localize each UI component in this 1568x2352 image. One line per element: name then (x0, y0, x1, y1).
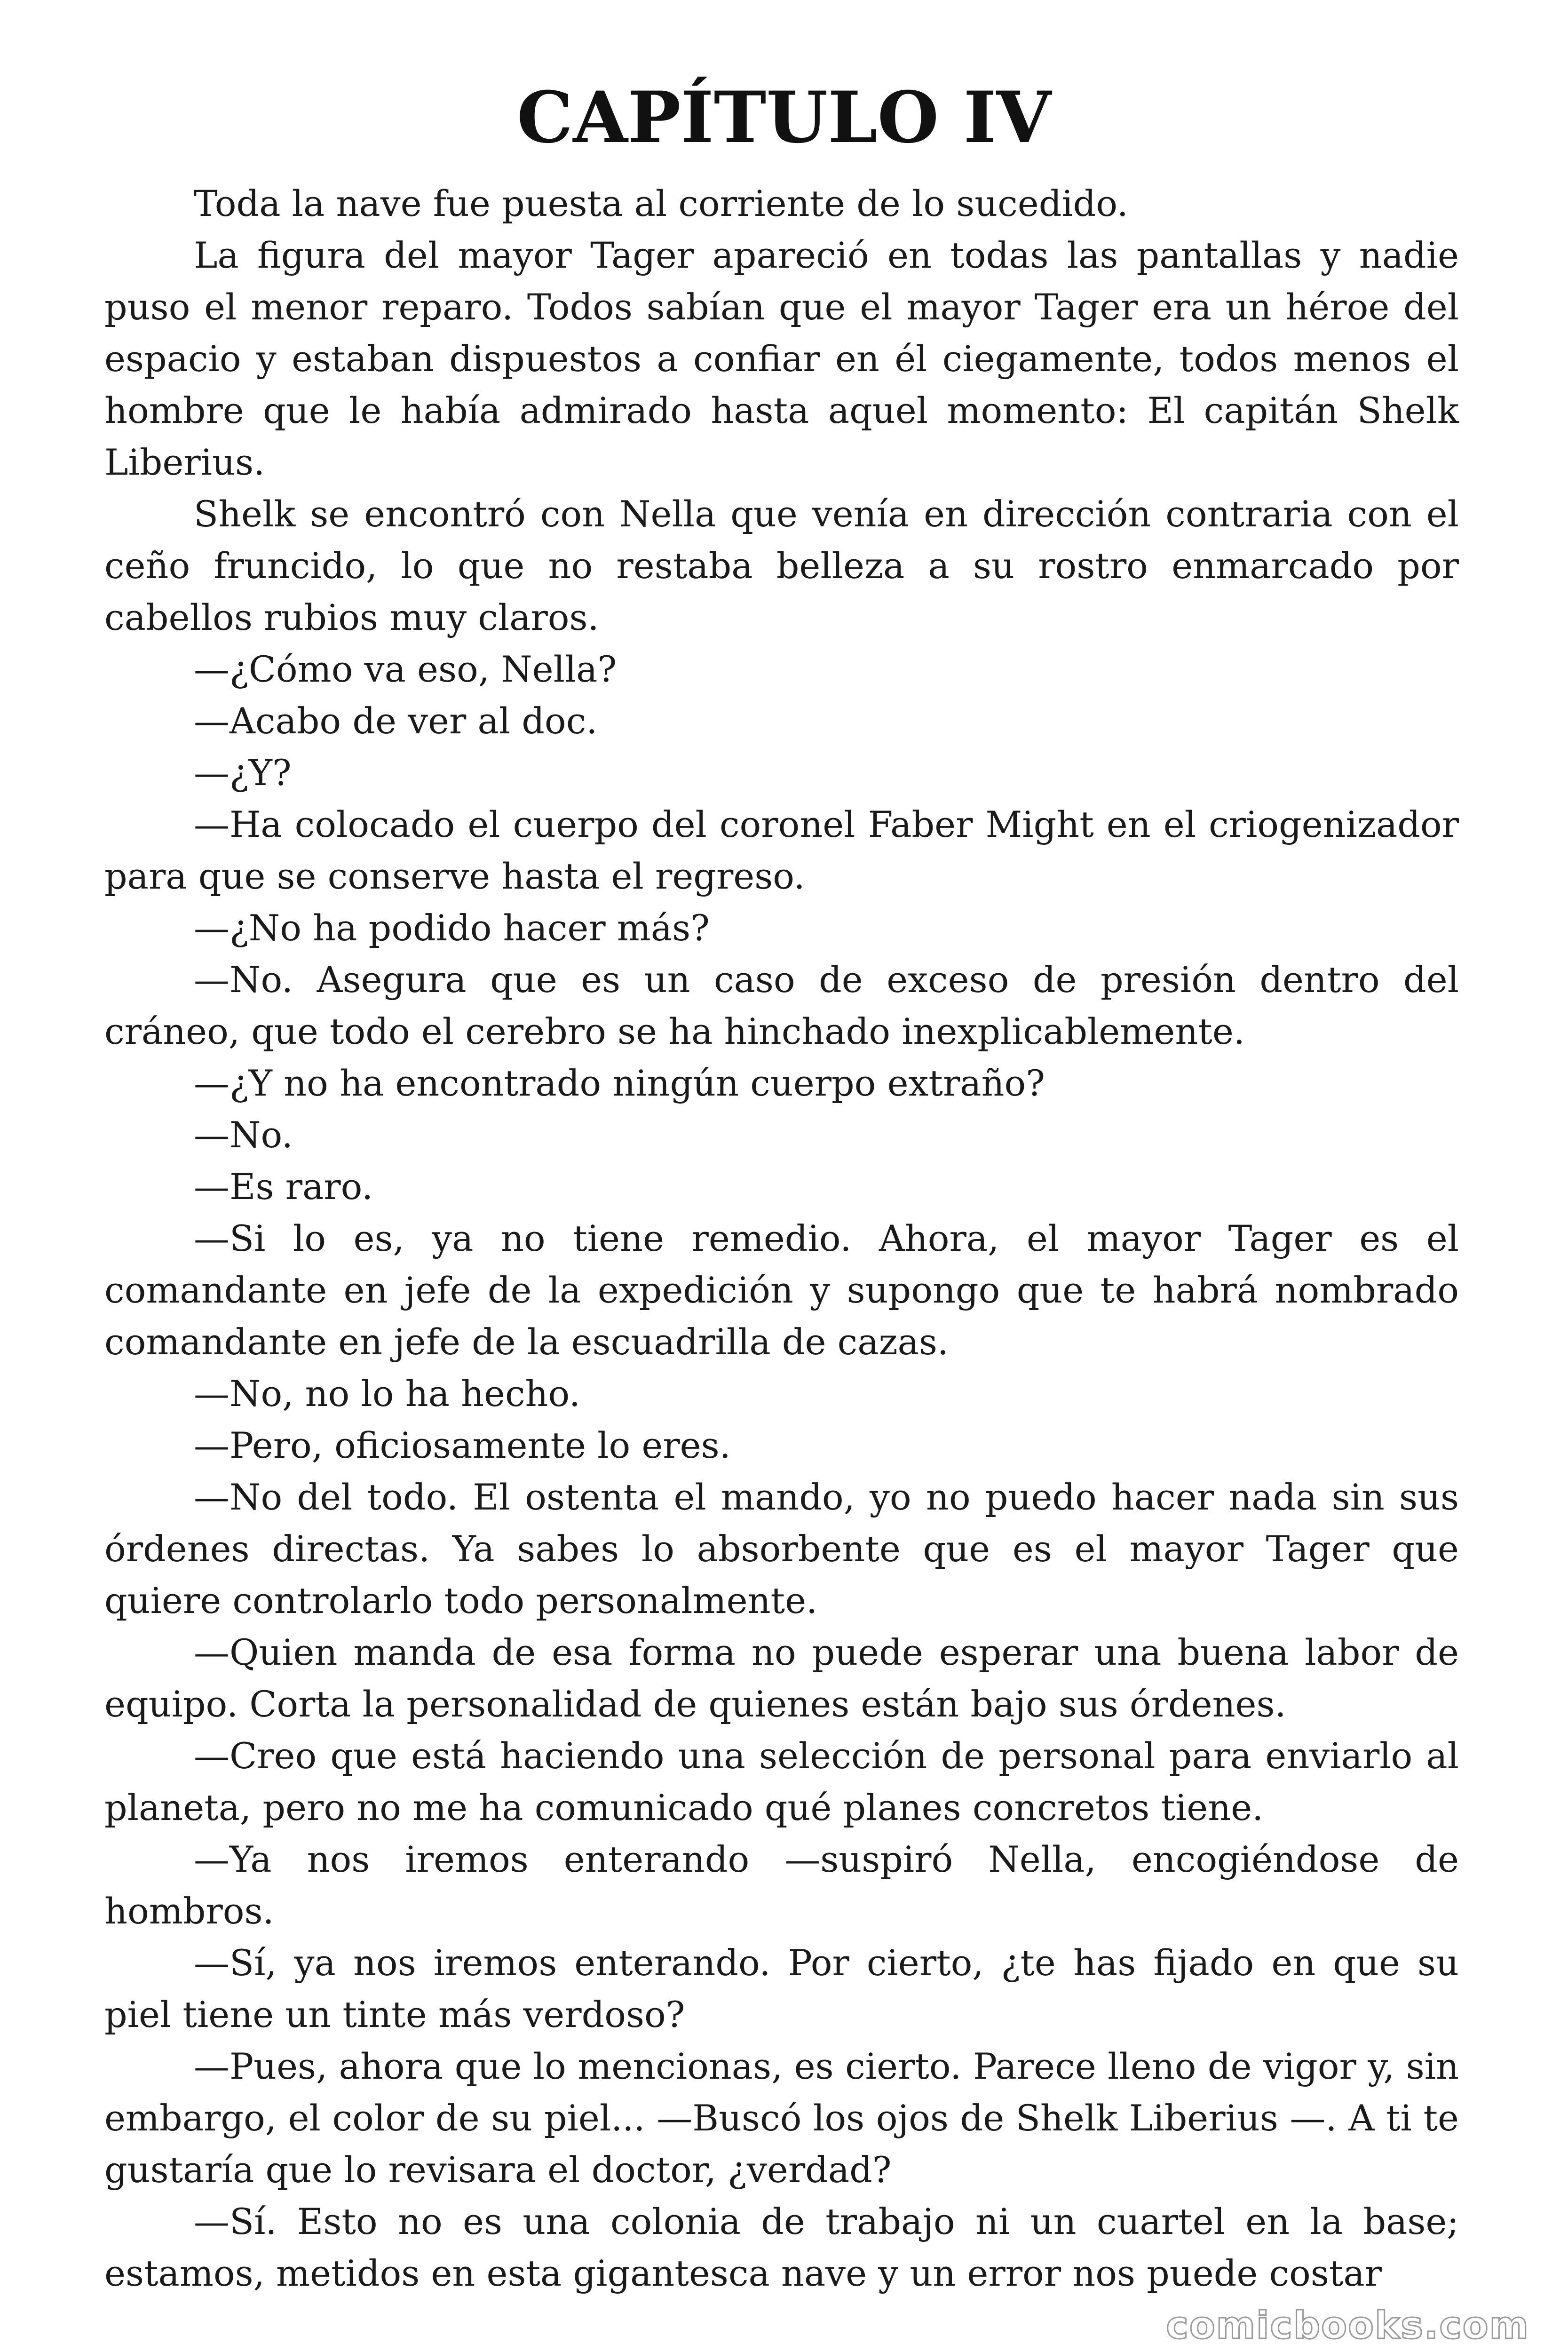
dialogue-line: —Sí. Esto no es una colonia de trabajo ni un cuartel en la base; estamos, metidos en esta gigantesca nave y un error nos puede costar (104, 2201, 1459, 2294)
dialogue-line: —Creo que está haciendo una selección de personal para enviarlo al planeta, pero no me ha comunicado qué planes concretos tiene. (104, 1735, 1459, 1828)
dialogue-line: —Es raro. (194, 1166, 373, 1208)
dialogue-line: —Si lo es, ya no tiene remedio. Ahora, el mayor Tager es el comandante en jefe de la expedición y supongo que te habrá nombrado comandante en jefe de la escuadrilla de cazas. (104, 1217, 1459, 1363)
paragraph: La figura del mayor Tager apareció en todas las pantallas y nadie puso el menor reparo. Todos sabían que el mayor Tager era un héroe del espacio y estaban dispuestos a confiar en él ciegamente, todos menos el hombre que le había admirado hasta aquel momento: El capitán Shelk Liberius. (104, 234, 1459, 483)
dialogue-line: —¿Y? (194, 752, 292, 794)
dialogue-line: —No del todo. El ostenta el mando, yo no puedo hacer nada sin sus órdenes directas. Ya sabes lo absorbente que es el mayor Tager que quiere controlarlo todo personalmente. (104, 1476, 1459, 1621)
dialogue-line: —Quien manda de esa forma no puede esperar una buena labor de equipo. Corta la personalidad de quienes están bajo sus órdenes. (104, 1631, 1459, 1725)
dialogue-line: —Pues, ahora que lo mencionas, es cierto. Parece lleno de vigor y, sin embargo, el color de su piel... —Buscó los ojos de Shelk Liberius —. A ti te gustaría que lo revisara el doctor, ¿verdad? (104, 2045, 1459, 2191)
dialogue-line: —¿Cómo va eso, Nella? (194, 648, 617, 690)
dialogue-line: —Ha colocado el cuerpo del coronel Faber Might en el criogenizador para que se conserve hasta el regreso. (104, 803, 1459, 897)
dialogue-line: —Sí, ya nos iremos enterando. Por cierto, ¿te has fijado en que su piel tiene un tinte más verdoso? (104, 1942, 1459, 2035)
dialogue-line: —Pero, oficiosamente lo eres. (194, 1424, 731, 1466)
chapter-title: CAPÍTULO IV (516, 76, 1052, 159)
dialogue-line: —No. (194, 1114, 293, 1156)
dialogue-line: —No. Asegura que es un caso de exceso de presión dentro del cráneo, que todo el cerebro se ha hinchado inexplicablemente. (104, 959, 1459, 1052)
watermark-logo: comicbooks.com (1160, 2304, 1535, 2347)
paragraph: Shelk se encontró con Nella que venía en dirección contraria con el ceño fruncido, lo que no restaba belleza a su rostro enmarcado por cabellos rubios muy claros. (104, 493, 1459, 638)
dialogue-line: —Acabo de ver al doc. (194, 700, 598, 742)
chapter-body (104, 178, 1459, 2299)
paragraph: Toda la nave fue puesta al corriente de lo sucedido. (194, 183, 1128, 224)
dialogue-line: —Ya nos iremos enterando —suspiró Nella, encogiéndose de hombros. (104, 1838, 1459, 1932)
dialogue-line: —No, no lo ha hecho. (194, 1373, 581, 1414)
dialogue-line: —¿No ha podido hacer más? (194, 907, 710, 949)
dialogue-line: —¿Y no ha encontrado ningún cuerpo extraño? (194, 1062, 1045, 1104)
